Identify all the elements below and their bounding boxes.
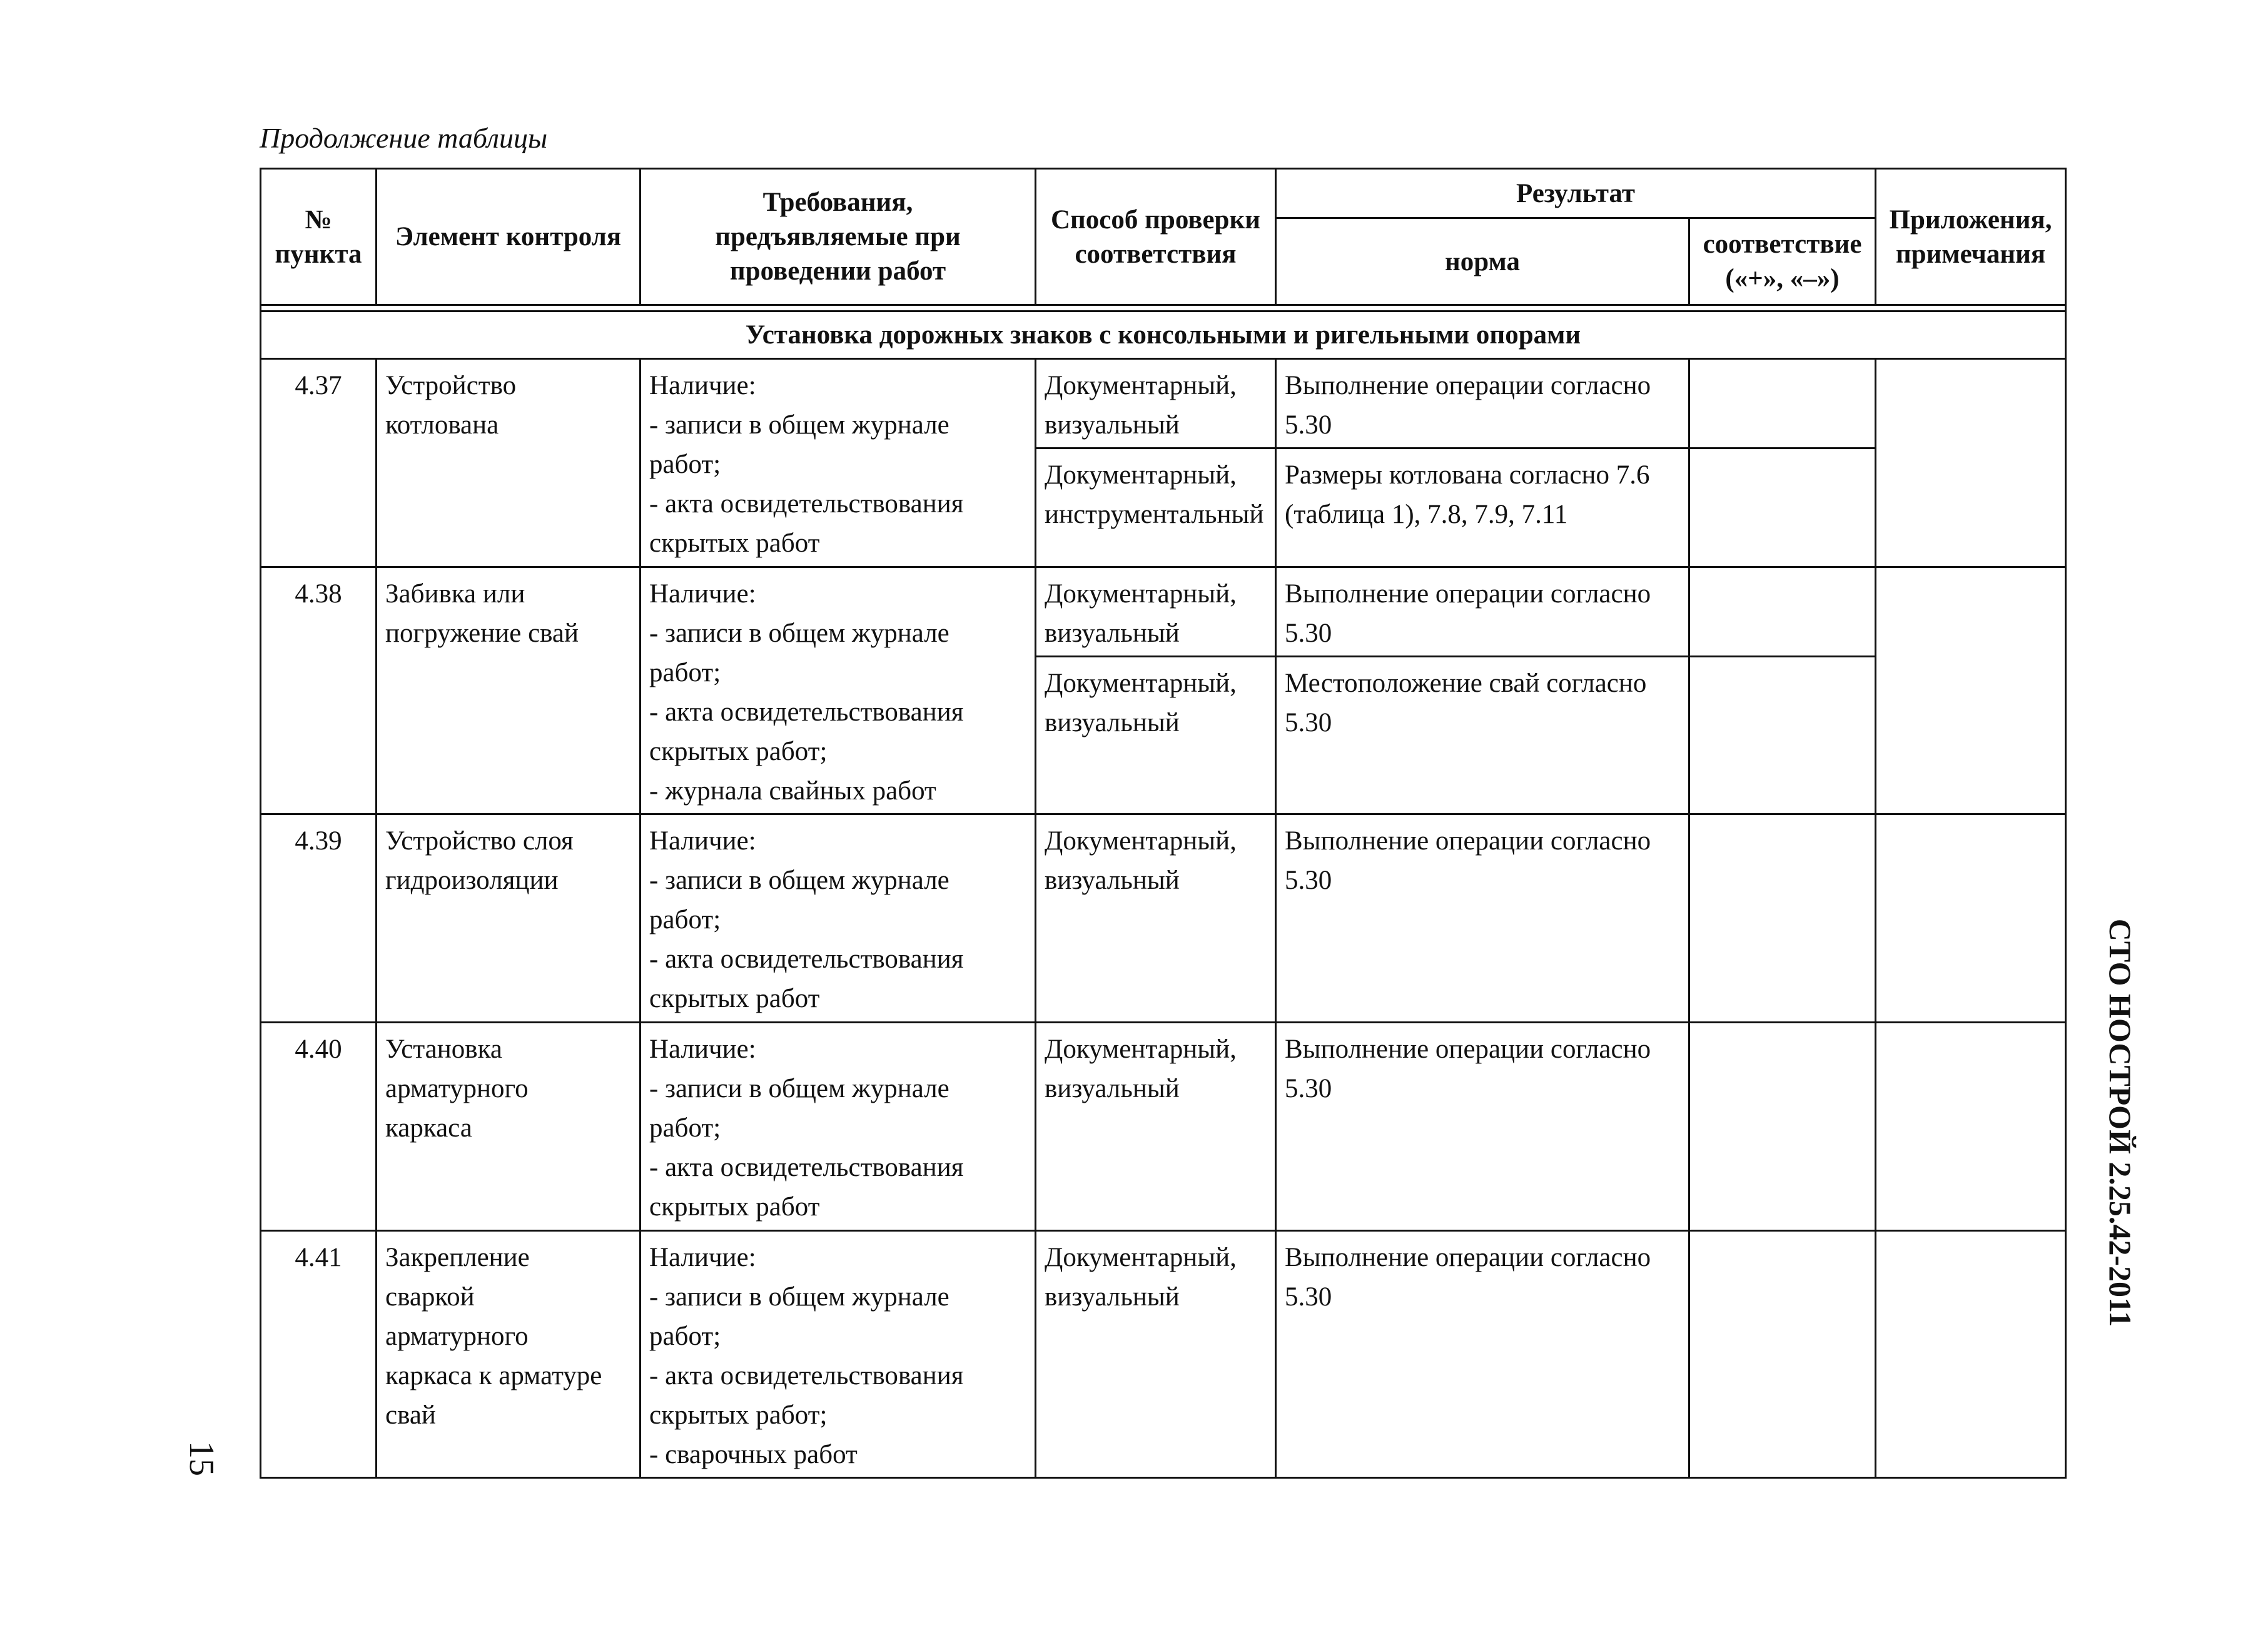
requirements-line: - акта освидетельствования — [649, 489, 964, 519]
requirements-line: скрытых работ — [649, 984, 820, 1013]
requirements-line: работ; — [649, 905, 721, 934]
control-element-line: Устройство — [385, 371, 517, 400]
check-method-line: визуальный — [1045, 708, 1180, 737]
requirements-line: - акта освидетельствования — [649, 944, 964, 974]
table-row — [261, 1023, 2066, 1231]
check-method — [1036, 814, 1276, 1023]
check-method-line: Документарный, — [1045, 1035, 1237, 1064]
compliance-cell — [1689, 657, 1876, 814]
control-element-line: Забивка или — [385, 579, 525, 609]
requirements — [640, 567, 1036, 814]
inspection-table — [260, 168, 2067, 1479]
row-number: 4.39 — [261, 814, 377, 1023]
compliance-cell — [1689, 1231, 1876, 1478]
norm-line: 5.30 — [1285, 708, 1332, 737]
norm-line: 5.30 — [1285, 866, 1332, 895]
section-title: Установка дорожных знаков с консольными и ригельными опорами — [261, 311, 2066, 359]
header-compliance-line: соответствие — [1703, 230, 1862, 259]
requirements-line: - сварочных работ — [649, 1440, 858, 1469]
requirements — [640, 359, 1036, 567]
control-element-line: каркаса — [385, 1113, 472, 1143]
control-element-line: свай — [385, 1400, 436, 1430]
norm-line: Местоположение свай согласно — [1285, 669, 1647, 698]
control-element-line: сваркой — [385, 1282, 475, 1312]
header-appendix-line: примечания — [1895, 239, 2046, 269]
appendix-cell — [1876, 814, 2066, 1023]
norm — [1276, 1231, 1689, 1478]
header-method-line: Способ проверки — [1050, 205, 1261, 235]
norm — [1276, 814, 1689, 1023]
check-method-line: Документарный, — [1045, 371, 1237, 400]
check-method-line: визуальный — [1045, 1282, 1180, 1312]
check-method-line: Документарный, — [1045, 826, 1237, 856]
norm-line: Выполнение операции согласно — [1285, 826, 1651, 856]
norm — [1276, 359, 1689, 448]
norm-line: 5.30 — [1285, 619, 1332, 648]
page-number: 15 — [182, 1441, 221, 1476]
check-method-line: визуальный — [1045, 866, 1180, 895]
header-norm: норма — [1276, 218, 1689, 305]
header-separator — [261, 305, 2066, 311]
norm — [1276, 1023, 1689, 1231]
check-method-line: визуальный — [1045, 410, 1180, 440]
control-element — [377, 567, 640, 814]
requirements-line: - акта освидетельствования — [649, 1361, 964, 1390]
check-method — [1036, 359, 1276, 448]
header-num-line: № — [305, 205, 332, 235]
check-method-line: визуальный — [1045, 1074, 1180, 1103]
control-element-line: котлована — [385, 410, 499, 440]
compliance-cell — [1689, 359, 1876, 448]
check-method-line: инструментальный — [1045, 500, 1264, 529]
requirements-line: Наличие: — [649, 1035, 756, 1064]
appendix-cell — [1876, 359, 2066, 567]
norm-line: Выполнение операции согласно — [1285, 579, 1651, 609]
check-method-line: Документарный, — [1045, 1243, 1237, 1272]
control-element-line: Установка — [385, 1035, 502, 1064]
requirements-line: Наличие: — [649, 1243, 756, 1272]
header-requirements-line: проведении работ — [729, 256, 946, 286]
requirements-line: работ; — [649, 1322, 721, 1351]
compliance-cell — [1689, 448, 1876, 567]
requirements-line: работ; — [649, 658, 721, 687]
row-number: 4.40 — [261, 1023, 377, 1231]
appendix-cell — [1876, 1023, 2066, 1231]
norm-line: 5.30 — [1285, 1074, 1332, 1103]
requirements-line: Наличие: — [649, 826, 756, 856]
check-method-line: Документарный, — [1045, 460, 1237, 490]
norm-line: 5.30 — [1285, 410, 1332, 440]
header-method-line: соответствия — [1075, 239, 1237, 269]
header-result: Результат — [1276, 169, 1876, 218]
control-element — [377, 814, 640, 1023]
control-element — [377, 1023, 640, 1231]
requirements-line: Наличие: — [649, 371, 756, 400]
requirements-line: - записи в общем журнале — [649, 1282, 949, 1312]
requirements-line: скрытых работ — [649, 1192, 820, 1222]
header-appendix-line: Приложения, — [1889, 205, 2052, 235]
control-element-line: арматурного — [385, 1322, 529, 1351]
norm — [1276, 567, 1689, 657]
check-method — [1036, 567, 1276, 657]
requirements-line: работ; — [649, 450, 721, 479]
requirements-line: Наличие: — [649, 579, 756, 609]
header-appendix — [1876, 169, 2066, 305]
table-caption: Продолжение таблицы — [260, 122, 548, 154]
table-row — [261, 567, 2066, 657]
check-method-line: визуальный — [1045, 619, 1180, 648]
compliance-cell — [1689, 1023, 1876, 1231]
row-number: 4.37 — [261, 359, 377, 567]
control-element — [377, 359, 640, 567]
norm — [1276, 448, 1689, 567]
requirements — [640, 1023, 1036, 1231]
requirements-line: скрытых работ — [649, 529, 820, 558]
requirements-line: - журнала свайных работ — [649, 776, 936, 806]
appendix-cell — [1876, 1231, 2066, 1478]
requirements — [640, 814, 1036, 1023]
norm — [1276, 657, 1689, 814]
requirements-line: - записи в общем журнале — [649, 410, 949, 440]
header-num — [261, 169, 377, 305]
check-method-line: Документарный, — [1045, 579, 1237, 609]
requirements-line: работ; — [649, 1113, 721, 1143]
control-element — [377, 1231, 640, 1478]
table-row — [261, 814, 2066, 1023]
check-method — [1036, 1231, 1276, 1478]
norm-line: Выполнение операции согласно — [1285, 1243, 1651, 1272]
compliance-cell — [1689, 814, 1876, 1023]
check-method-line: Документарный, — [1045, 669, 1237, 698]
section-row — [261, 311, 2066, 359]
header-compliance — [1689, 218, 1876, 305]
header-requirements-line: Требования, — [762, 188, 913, 217]
row-number: 4.38 — [261, 567, 377, 814]
requirements-line: скрытых работ; — [649, 737, 828, 766]
header-element: Элемент контроля — [377, 169, 640, 305]
requirements-line: - записи в общем журнале — [649, 619, 949, 648]
header-num-line: пункта — [275, 239, 362, 269]
norm-line: Выполнение операции согласно — [1285, 1035, 1651, 1064]
control-element-line: арматурного — [385, 1074, 529, 1103]
requirements-line: - акта освидетельствования — [649, 697, 964, 727]
compliance-cell — [1689, 567, 1876, 657]
requirements-line: скрытых работ; — [649, 1400, 828, 1430]
table-row — [261, 359, 2066, 448]
norm-line: Размеры котлована согласно 7.6 — [1285, 460, 1650, 490]
control-element-line: Закрепление — [385, 1243, 530, 1272]
norm-line: Выполнение операции согласно — [1285, 371, 1651, 400]
header-compliance-line: («+», «–») — [1725, 264, 1840, 293]
control-element-line: гидроизоляции — [385, 866, 559, 895]
table-row — [261, 1231, 2066, 1478]
norm-line: (таблица 1), 7.8, 7.9, 7.11 — [1285, 500, 1568, 529]
check-method — [1036, 448, 1276, 567]
control-element-line: Устройство слоя — [385, 826, 574, 856]
check-method — [1036, 657, 1276, 814]
requirements-line: - записи в общем журнале — [649, 1074, 949, 1103]
control-element-line: каркаса к арматуре — [385, 1361, 602, 1390]
header-requirements-line: предъявляемые при — [715, 222, 961, 251]
requirements-line: - записи в общем журнале — [649, 866, 949, 895]
check-method — [1036, 1023, 1276, 1231]
appendix-cell — [1876, 567, 2066, 814]
header-requirements — [640, 169, 1036, 305]
row-number: 4.41 — [261, 1231, 377, 1478]
requirements-line: - акта освидетельствования — [649, 1153, 964, 1182]
control-element-line: погружение свай — [385, 619, 579, 648]
header-method — [1036, 169, 1276, 305]
norm-line: 5.30 — [1285, 1282, 1332, 1312]
requirements — [640, 1231, 1036, 1478]
document-code: СТО НОСТРОЙ 2.25.42-2011 — [2103, 918, 2138, 1327]
